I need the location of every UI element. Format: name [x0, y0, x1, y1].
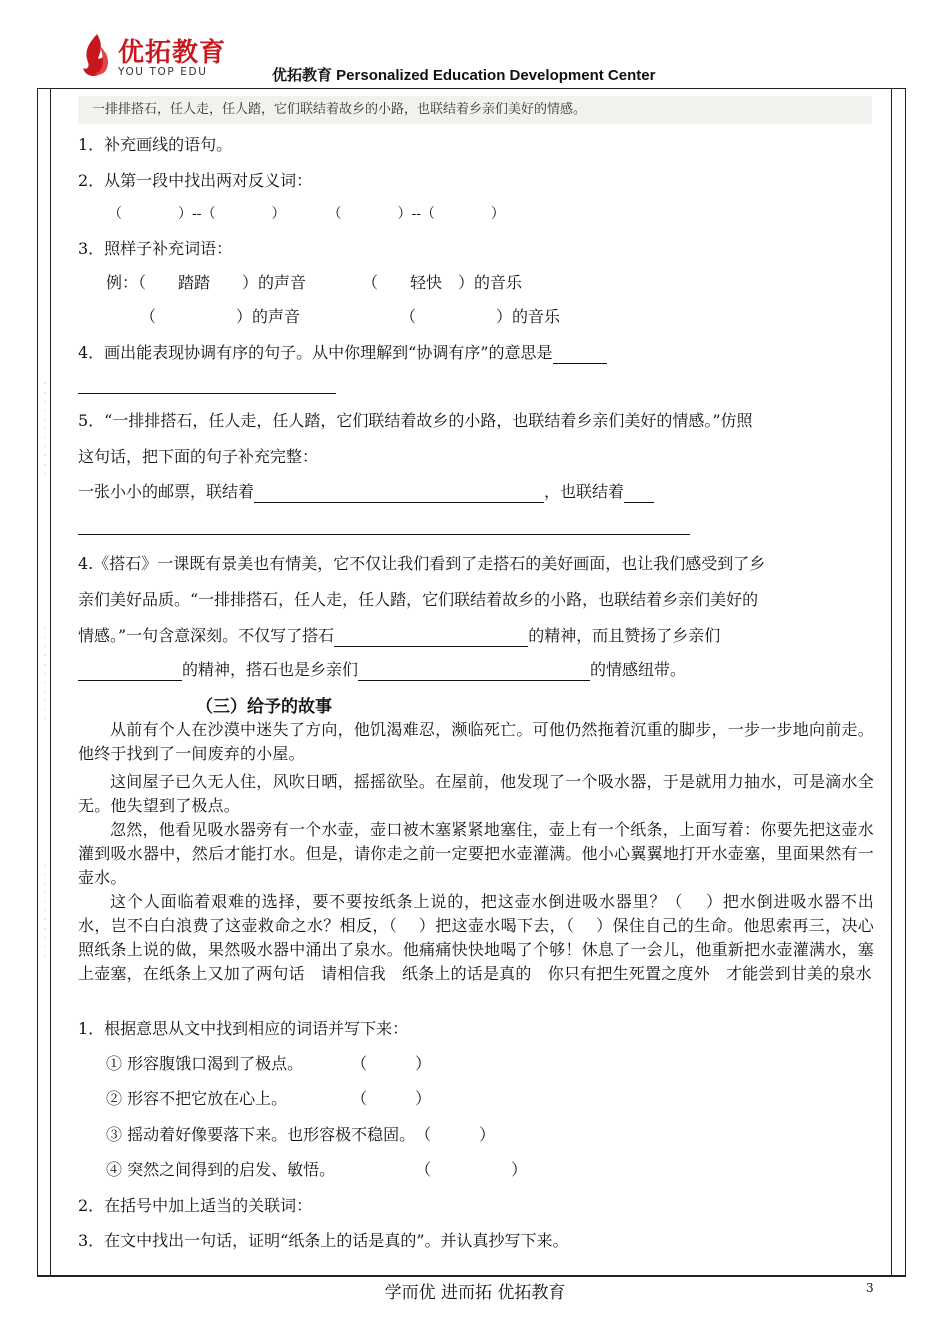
story-paragraph-1: 从前有个人在沙漠中迷失了方向，他饥渴难忍，濒临死亡。可他仍然拖着沉重的脚步，一步一步地向前走。他终于找到了一间废弃的小屋。 [78, 720, 874, 763]
margin-marks-right-2: · · · · · · · · · · · [889, 625, 893, 723]
question-6-prompt-b: 的精神，而且赞扬了乡亲们 [528, 626, 721, 645]
question-3: 3．照样子补充词语： [78, 239, 233, 258]
page-header [0, 0, 950, 88]
brand-name-en: YOU TOP EDU [118, 66, 208, 78]
flame-logo-icon [80, 32, 114, 78]
question-3-blank-music[interactable]: （ ）的音乐 [400, 307, 561, 326]
question-5-prompt-b: ，也联结着 [544, 482, 625, 501]
story-question-1: 1．根据意思从文中找到相应的词语并写下来： [78, 1019, 409, 1038]
story-question-1-item-1[interactable]: ① 形容腹饿口渴到了极点。 （ ） [106, 1054, 432, 1073]
question-6-blank-a[interactable] [334, 629, 528, 647]
question-6-blank-b[interactable] [78, 663, 182, 681]
story-question-1-item-4[interactable]: ④ 突然之间得到的启发、敏悟。 （ ） [106, 1160, 528, 1179]
question-6-prompt-a: 情感。”一句含意深刻。不仅写了搭石 [78, 626, 335, 645]
question-1: 1．补充画线的语句。 [78, 135, 233, 154]
question-4-text: 4．画出能表现协调有序的句子。从中你理解到“协调有序”的意思是 [78, 343, 553, 362]
question-5-line-3 [78, 481, 654, 503]
brand-logo [80, 32, 230, 82]
question-5-blank-a[interactable] [254, 485, 544, 503]
story-paragraph-2: 这间屋子已久无人住，风吹日晒，摇摇欲坠。在屋前，他发现了一个吸水器，于是就用力抽水，可是滴水全无。他失望到了极点。 [78, 772, 874, 815]
page-number: 3 [866, 1281, 874, 1295]
margin-marks-left-1: · · · · · · · · · · · [43, 380, 47, 478]
question-6-line-4 [78, 659, 686, 681]
story-question-1-item-3[interactable]: ③ 摇动着好像要落下来。也形容极不稳固。 （ ） [106, 1125, 496, 1144]
question-2: 2．从第一段中找出两对反义词： [78, 171, 313, 190]
margin-marks-right-3: · · · · · · · · · · · [889, 862, 893, 960]
section-title: （三）给予的故事 [196, 697, 332, 717]
question-4 [78, 342, 607, 364]
footer-slogan: 学而优 进而拓 优拓教育 [384, 1283, 566, 1303]
question-6-prompt-c: 的精神，搭石也是乡亲们 [182, 660, 359, 679]
question-6-prompt-d: 的情感纽带。 [590, 660, 687, 679]
header-title: 优拓教育 Personalized Education Development Center [272, 67, 656, 84]
question-6-line-2: 亲们美好品质。“一排排搭石，任人走，任人踏，它们联结着故乡的小路，也联结着乡亲们美好的 [78, 590, 759, 609]
margin-marks-right-1: · · · · · · · · · · · [889, 380, 893, 478]
story-question-3: 3．在文中找出一句话，证明“纸条上的话是真的”。并认真抄写下来。 [78, 1231, 569, 1250]
question-4-answer-line[interactable] [78, 393, 336, 394]
question-5-answer-line[interactable] [78, 534, 690, 535]
footer-divider [37, 1276, 906, 1277]
question-5-blank-b[interactable] [624, 485, 654, 503]
question-5-line-2: 这句话，把下面的句子补充完整： [78, 447, 319, 466]
question-3-example: 例：（ 踏踏 ）的声音 （ 轻快 ）的音乐 [106, 273, 523, 292]
question-6-blank-c[interactable] [358, 663, 590, 681]
margin-marks-left-2: · · · · · · · · · · · [43, 625, 47, 723]
story-paragraph-4: 这个人面临着艰难的选择，要不要按纸条上说的，把这壶水倒进吸水器里？（ ）把水倒进吸水器不出水，岂不白白浪费了这壶救命之水？相反，（ ）把这壶水喝下去，（ ）保住自己的生命。他思索再三，决心照纸条上说的做，果然吸水器中涌出了泉水。他痛痛快快地喝了个够！休息了一会儿，他重新把水壶灌满水，塞上壶塞，在纸条上又加了两句话 请相信我 纸条上的话是真的 你只有把生死置之度外 才能尝到甘美的泉水 [78, 892, 874, 983]
top-quote: 一排排搭石，任人走，任人踏，它们联结着故乡的小路，也联结着乡亲们美好的情感。 [92, 102, 587, 117]
question-2-answer-pairs[interactable]: （ ）--（ ） （ ）--（ ） [108, 206, 505, 222]
story-question-2: 2．在括号中加上适当的关联词： [78, 1196, 313, 1215]
question-4-answer-blank[interactable] [553, 346, 607, 364]
question-3-blank-sound[interactable]: （ ）的声音 [140, 307, 301, 326]
question-5-line-1: 5．“一排排搭石，任人走，任人踏，它们联结着故乡的小路，也联结着乡亲们美好的情感。”仿照 [78, 411, 753, 430]
question-5-prompt-a: 一张小小的邮票，联结着 [78, 482, 255, 501]
story-paragraph-3: 忽然，他看见吸水器旁有一个水壶，壶口被木塞紧紧地塞住，壶上有一个纸条，上面写着：你要先把这壶水灌到吸水器中，然后才能打水。但是，请你走之前一定要把水壶灌满。他小心翼翼地打开水壶塞，里面果然有一壶水。 [78, 820, 874, 887]
question-6-line-3 [78, 625, 720, 647]
brand-name-cn: 优拓教育 [118, 38, 227, 68]
story-question-1-item-2[interactable]: ② 形容不把它放在心上。 （ ） [106, 1089, 432, 1108]
question-6-line-1: 4.《搭石》一课既有景美也有情美，它不仅让我们看到了走搭石的美好画面，也让我们感受到了乡 [78, 554, 766, 573]
margin-marks-left-3: · · · · · · · · · · · [43, 862, 47, 960]
